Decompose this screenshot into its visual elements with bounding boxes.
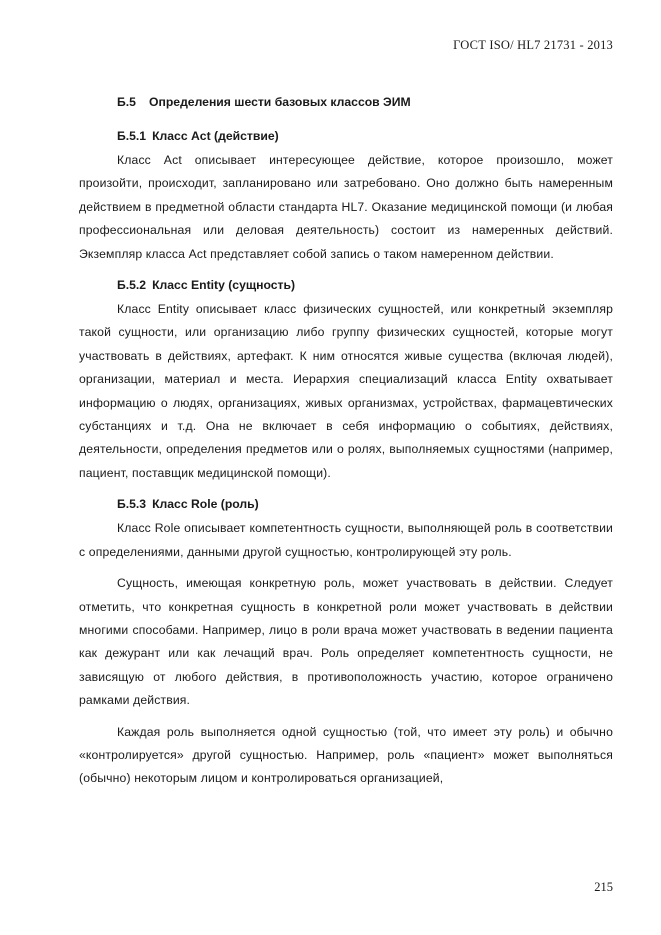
section-number: Б.5 bbox=[117, 95, 136, 109]
paragraph: Класс Role описывает компетентность сущности, выполняющей роль в соответствии с определениями, данными другой сущностью, контролирующей эту роль. bbox=[79, 521, 613, 559]
section-heading bbox=[79, 91, 613, 113]
page-number: 215 bbox=[594, 880, 613, 894]
subsection-heading-entity bbox=[79, 274, 613, 296]
subsection-number: Б.5.2 bbox=[117, 278, 147, 293]
subsection-heading-act bbox=[79, 125, 613, 147]
subsection-number: Б.5.3 bbox=[117, 497, 147, 512]
subsection-number: Б.5.1 bbox=[117, 129, 147, 143]
section-title: Определения шести базовых классов ЭИМ bbox=[149, 95, 411, 109]
document-header: ГОСТ ISO/ HL7 21731 - 2013 bbox=[453, 38, 613, 52]
paragraph: Класс Entity описывает класс физических сущностей, или конкретный экземпляр такой сущности, или организацию либо группу физических сущностей, которые могут участвовать в действиях, артефакт. К ним относятся живые существа (включая людей), организации, материал и места. Иерархия специализаций класса Entity охватывает информацию о людях, организациях, живых организмах, устройствах, фармацевтических субстанциях и т.д. Она не включает в себя информацию о событиях, действиях, деятельности, определения предметов или о ролях, выполняемых сущностями (например, пациент, поставщик медицинской помощи). bbox=[79, 302, 613, 480]
paragraph: Каждая роль выполняется одной сущностью (той, что имеет эту роль) и обычно «контролируется» другой сущностью. Например, роль «пациент» может выполняться (обычно) некоторым лицом и контролироваться организацией, bbox=[79, 724, 613, 786]
subsection-title: Класс Entity (сущность) bbox=[152, 278, 296, 293]
subsection-title: Класс Role (роль) bbox=[152, 497, 259, 512]
paragraph: Класс Act описывает интересующее действие, которое произошло, может произойти, происходит, запланировано или затребовано. Оно должно быть намеренным действием в предметной области стандарта HL7. Оказание медицинской помощи (и любая профессиональная или деловая деятельность) состоит из намеренных действий. Экземпляр класса Act представляет собой запись о таком намеренном действии. bbox=[79, 153, 613, 261]
subsection-heading-role bbox=[79, 493, 613, 515]
subsection-title: Класс Act (действие) bbox=[152, 129, 279, 143]
document-body bbox=[79, 91, 613, 791]
paragraph: Сущность, имеющая конкретную роль, может участвовать в действии. Следует отметить, что конкретная сущность в конкретной роли может участвовать в действии многими способами. Например, лицо в роли врача может участвовать в ведении пациента как дежурант или как лечащий врач. Роль определяет компетентность сущности, не зависящую от любого действия, в противоположность участию, которое ограничено рамками действия. bbox=[79, 576, 613, 708]
